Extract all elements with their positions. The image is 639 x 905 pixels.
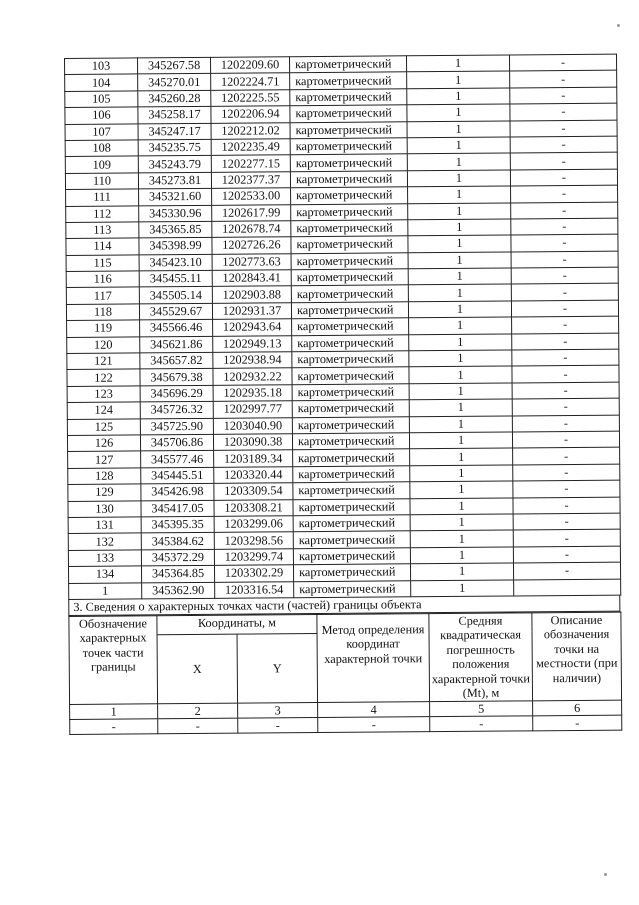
coord-x: 345505.14: [139, 287, 212, 304]
point-number: 133: [68, 550, 141, 567]
coord-x: 345365.85: [139, 221, 212, 238]
coord-x: 345273.81: [138, 172, 211, 189]
coord-x: 345529.67: [139, 303, 212, 320]
description-cell: -: [511, 284, 618, 301]
accuracy-cell: 1: [408, 235, 511, 252]
accuracy-cell: 1: [410, 498, 513, 515]
coord-x: 345364.85: [141, 565, 214, 582]
accuracy-cell: 1: [409, 432, 512, 449]
point-number: 110: [65, 173, 138, 190]
coord-y: 1202678.74: [212, 221, 291, 238]
point-number: 118: [66, 304, 139, 321]
description-cell: -: [513, 546, 620, 563]
coord-x: 345330.96: [139, 205, 212, 222]
coord-y: 1202773.63: [212, 253, 291, 270]
point-number: 109: [65, 156, 138, 173]
coord-y: 1203090.38: [213, 434, 292, 451]
points-table: [64, 54, 621, 600]
accuracy-cell: 1: [407, 104, 510, 121]
column-number: 6: [533, 700, 622, 716]
column-number: 2: [158, 703, 238, 719]
point-number: 134: [68, 566, 141, 583]
coord-x: 345235.75: [138, 139, 211, 156]
coord-x: 345566.46: [140, 320, 213, 337]
point-number: 121: [67, 353, 140, 370]
coord-x: 345258.17: [138, 107, 211, 124]
accuracy-cell: 1: [408, 203, 511, 220]
point-number: 114: [66, 238, 139, 255]
column-number: 3: [238, 702, 318, 718]
point-number: 117: [66, 287, 139, 304]
accuracy-cell: 1: [407, 71, 510, 88]
description-cell: -: [510, 103, 617, 120]
coord-y: 1202938.94: [213, 352, 292, 369]
point-number: 124: [67, 402, 140, 419]
method-cell: картометрический: [291, 285, 408, 302]
method-cell: картометрический: [291, 220, 408, 237]
method-cell: картометрический: [292, 367, 409, 384]
coord-y: 1202212.02: [211, 122, 290, 139]
description-cell: -: [510, 87, 617, 104]
coord-x: 345657.82: [140, 352, 213, 369]
coord-x: 345372.29: [141, 549, 214, 566]
point-number: 120: [67, 337, 140, 354]
accuracy-cell: 1: [408, 186, 511, 203]
empty-cell: -: [430, 716, 533, 732]
coord-x: 345260.28: [138, 90, 211, 107]
coord-x: 345621.86: [140, 336, 213, 353]
description-cell: -: [512, 431, 619, 448]
description-cell: [514, 579, 621, 596]
coord-y: 1203189.34: [214, 450, 293, 467]
header-designation: Обозначение характерных точек части границы: [69, 616, 158, 705]
description-cell: -: [512, 316, 619, 333]
column-number: 1: [70, 704, 158, 720]
accuracy-cell: 1: [406, 55, 509, 72]
accuracy-cell: 1: [410, 514, 513, 531]
point-number: 127: [68, 451, 141, 468]
method-cell: картометрический: [292, 318, 409, 335]
header-x: X: [157, 634, 238, 704]
coord-y: 1202617.99: [212, 204, 291, 221]
description-cell: -: [513, 562, 620, 579]
description-cell: -: [513, 513, 620, 530]
point-number: 1: [69, 582, 142, 599]
coord-y: 1202206.94: [211, 106, 290, 123]
method-cell: картометрический: [290, 72, 407, 89]
accuracy-cell: 1: [409, 366, 512, 383]
method-cell: картометрический: [293, 498, 410, 515]
accuracy-cell: 1: [408, 284, 511, 301]
description-cell: -: [511, 267, 618, 284]
method-cell: картометрический: [293, 564, 410, 581]
point-number: 126: [67, 435, 140, 452]
method-cell: картометрический: [290, 121, 407, 138]
description-cell: -: [511, 234, 618, 251]
description-cell: -: [512, 349, 619, 366]
coord-y: 1202932.22: [213, 368, 292, 385]
method-cell: картометрический: [292, 351, 409, 368]
accuracy-cell: 1: [409, 399, 512, 416]
method-cell: картометрический: [293, 482, 410, 499]
accuracy-cell: 1: [410, 465, 513, 482]
coord-x: 345725.90: [140, 418, 213, 435]
description-cell: -: [511, 202, 618, 219]
coord-x: 345398.99: [139, 238, 212, 255]
method-cell: картометрический: [291, 187, 408, 204]
description-cell: -: [512, 366, 619, 383]
point-number: 111: [66, 189, 139, 206]
section-3-title: 3. Сведения о характерных точках части (частей) границы объекта: [68, 596, 620, 616]
coord-y: 1203298.56: [214, 532, 293, 549]
description-cell: -: [512, 415, 619, 432]
method-cell: картометрический: [292, 400, 409, 417]
accuracy-cell: 1: [411, 579, 514, 596]
method-cell: картометрический: [293, 548, 410, 565]
header-description: Описание обозначения точки на местности (при наличии): [532, 612, 622, 701]
point-number: 115: [66, 255, 139, 272]
accuracy-cell: 1: [407, 153, 510, 170]
point-number: 132: [68, 533, 141, 550]
description-cell: -: [511, 251, 618, 268]
method-cell: картометрический: [290, 138, 407, 155]
description-cell: -: [509, 54, 616, 71]
point-number: 125: [67, 419, 140, 436]
coord-x: 345726.32: [140, 402, 213, 419]
scan-speck: [604, 873, 607, 876]
accuracy-cell: 1: [410, 530, 513, 547]
coord-y: 1203308.21: [214, 499, 293, 516]
column-number: 4: [318, 702, 430, 718]
coord-y: 1203302.29: [214, 565, 293, 582]
accuracy-cell: 1: [408, 301, 511, 318]
header-y: Y: [237, 633, 318, 703]
coord-y: 1202533.00: [212, 188, 291, 205]
coord-y: 1203299.06: [214, 516, 293, 533]
accuracy-cell: 1: [409, 416, 512, 433]
point-number: 131: [68, 517, 141, 534]
point-number: 129: [68, 484, 141, 501]
description-cell: -: [513, 480, 620, 497]
method-cell: картометрический: [293, 466, 410, 483]
empty-cell: -: [533, 715, 622, 731]
description-cell: -: [513, 497, 620, 514]
coord-x: 345679.38: [140, 369, 213, 386]
points-table-body: [65, 54, 621, 599]
point-number: 122: [67, 369, 140, 386]
empty-cell: -: [318, 717, 430, 733]
point-number: 113: [66, 222, 139, 239]
method-cell: картометрический: [290, 171, 407, 188]
coord-y: 1202235.49: [211, 139, 290, 156]
accuracy-cell: 1: [409, 350, 512, 367]
point-number: 104: [65, 74, 138, 91]
coord-y: 1202377.37: [211, 171, 290, 188]
description-cell: -: [513, 448, 620, 465]
column-number: 5: [430, 701, 533, 717]
accuracy-cell: 1: [408, 252, 511, 269]
point-number: 123: [67, 386, 140, 403]
coord-y: 1202935.18: [213, 385, 292, 402]
description-cell: -: [510, 136, 617, 153]
document-content: [64, 54, 621, 735]
method-cell: картометрический: [291, 203, 408, 220]
point-number: 116: [66, 271, 139, 288]
coord-y: 1202943.64: [213, 319, 292, 336]
point-number: 108: [65, 140, 138, 157]
coord-x: 345321.60: [139, 188, 212, 205]
description-cell: -: [510, 153, 617, 170]
accuracy-cell: 1: [410, 448, 513, 465]
coord-y: 1202903.88: [212, 286, 291, 303]
coord-y: 1202209.60: [210, 57, 289, 74]
coord-x: 345267.58: [138, 57, 211, 74]
description-cell: -: [511, 218, 618, 235]
method-cell: картометрический: [292, 416, 409, 433]
empty-cell: -: [158, 718, 238, 734]
coord-y: 1202949.13: [213, 335, 292, 352]
method-cell: картометрический: [291, 302, 408, 319]
coord-x: 345384.62: [141, 533, 214, 550]
method-cell: картометрический: [291, 269, 408, 286]
header-accuracy: Средняя квадратическая погрешность положения характерной точки (Mt), м: [429, 613, 533, 702]
section-3-table: [68, 612, 622, 735]
point-number: 128: [68, 468, 141, 485]
coord-y: 1203040.90: [213, 417, 292, 434]
header-coordinates: Координаты, м: [157, 614, 317, 634]
coord-y: 1202277.15: [211, 155, 290, 172]
coord-x: 345243.79: [138, 156, 211, 173]
coord-x: 345417.05: [141, 500, 214, 517]
point-number: 107: [65, 123, 138, 140]
point-number: 119: [67, 320, 140, 337]
coord-y: 1202225.55: [211, 90, 290, 107]
point-number: 112: [66, 205, 139, 222]
accuracy-cell: 1: [409, 383, 512, 400]
coord-y: 1202931.37: [212, 303, 291, 320]
accuracy-cell: 1: [409, 317, 512, 334]
point-number: 103: [65, 58, 138, 75]
description-cell: -: [512, 382, 619, 399]
description-cell: -: [511, 185, 618, 202]
coord-x: 345426.98: [141, 483, 214, 500]
coord-x: 345445.51: [141, 467, 214, 484]
method-cell: картометрический: [290, 105, 407, 122]
accuracy-cell: 1: [410, 481, 513, 498]
method-cell: картометрический: [290, 154, 407, 171]
accuracy-cell: 1: [407, 121, 510, 138]
point-number: 106: [65, 107, 138, 124]
accuracy-cell: 1: [407, 88, 510, 105]
accuracy-cell: 1: [407, 137, 510, 154]
coord-x: 345362.90: [142, 582, 215, 599]
method-cell: картометрический: [293, 515, 410, 532]
point-number: 130: [68, 500, 141, 517]
coord-y: 1202997.77: [213, 401, 292, 418]
coord-y: 1203309.54: [214, 483, 293, 500]
coord-y: 1203299.74: [214, 548, 293, 565]
coord-y: 1202843.41: [212, 270, 291, 287]
coord-y: 1203316.54: [215, 581, 294, 598]
point-number: 105: [65, 91, 138, 108]
coord-y: 1202726.26: [212, 237, 291, 254]
coord-x: 345455.11: [139, 270, 212, 287]
method-cell: картометрический: [292, 384, 409, 401]
scan-speck: [617, 24, 620, 27]
description-cell: -: [510, 120, 617, 137]
empty-cell: -: [238, 717, 318, 733]
coord-x: 345696.29: [140, 385, 213, 402]
empty-cell: -: [70, 719, 158, 735]
coord-x: 345577.46: [141, 451, 214, 468]
description-cell: -: [510, 169, 617, 186]
description-cell: -: [512, 398, 619, 415]
method-cell: картометрический: [291, 252, 408, 269]
description-cell: -: [512, 333, 619, 350]
description-cell: -: [513, 529, 620, 546]
coord-y: 1202224.71: [211, 73, 290, 90]
method-cell: картометрический: [289, 56, 406, 73]
accuracy-cell: 1: [407, 170, 510, 187]
method-cell: картометрический: [293, 531, 410, 548]
coord-x: 345247.17: [138, 123, 211, 140]
description-cell: -: [510, 71, 617, 88]
coord-x: 345395.35: [141, 516, 214, 533]
method-cell: картометрический: [292, 334, 409, 351]
accuracy-cell: 1: [410, 563, 513, 580]
accuracy-cell: 1: [408, 268, 511, 285]
description-cell: -: [511, 300, 618, 317]
method-cell: картометрический: [294, 580, 411, 597]
method-cell: картометрический: [293, 449, 410, 466]
accuracy-cell: 1: [409, 334, 512, 351]
method-cell: картометрический: [291, 236, 408, 253]
method-cell: картометрический: [292, 433, 409, 450]
header-method: Метод определения координат характерной точки: [317, 614, 430, 703]
coord-x: 345270.01: [138, 74, 211, 91]
coord-x: 345706.86: [140, 434, 213, 451]
method-cell: картометрический: [290, 89, 407, 106]
description-cell: -: [513, 464, 620, 481]
coord-y: 1203320.44: [214, 466, 293, 483]
accuracy-cell: 1: [408, 219, 511, 236]
accuracy-cell: 1: [410, 547, 513, 564]
coord-x: 345423.10: [139, 254, 212, 271]
